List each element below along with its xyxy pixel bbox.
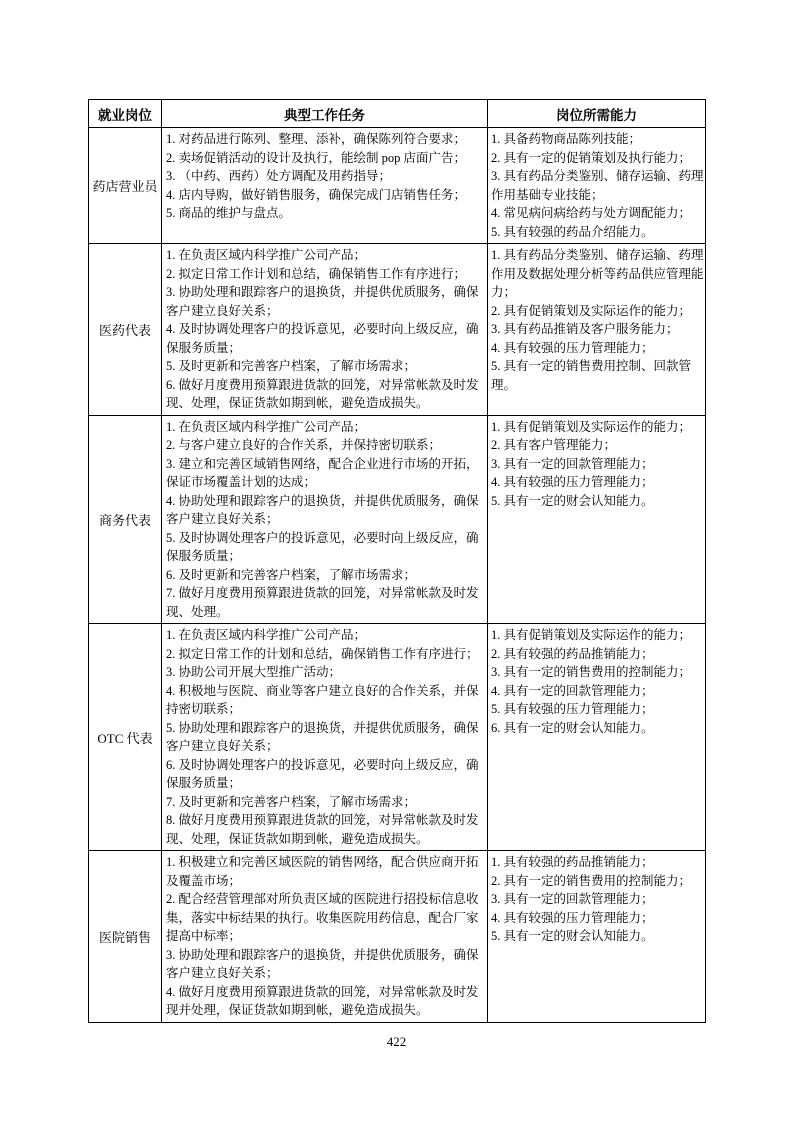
ability-item: 2. 具有客户管理能力； [491, 438, 617, 452]
task-item: 5. 及时协调处理客户的投诉意见，必要时向上级反应，确保服务质量； [166, 530, 479, 563]
table-row [89, 128, 706, 244]
task-item: 5. 及时更新和完善客户档案，了解市场需求； [166, 359, 417, 373]
position-cell [89, 244, 162, 416]
task-item: 4. 做好月度费用预算跟进货款的回笼，对异常帐款及时发现并处理，保证货款如期到帐，避免造成损失。 [166, 984, 479, 1017]
task-item: 7. 做好月度费用预算跟进货款的回笼，对异常帐款及时发现、处理。 [166, 586, 479, 619]
task-item: 4. 积极地与医院、商业等客户建立良好的合作关系，并保持密切联系； [166, 683, 479, 716]
task-item: 4. 协助处理和跟踪客户的退换货，并提供优质服务，确保客户建立良好关系； [166, 493, 479, 526]
ability-item: 4. 具有较强的压力管理能力； [491, 910, 654, 925]
task-item: 1. 在负责区域内科学推广公司产品； [166, 628, 367, 642]
task-item: 3. 协助公司开展大型推广活动； [166, 665, 342, 679]
table-row [89, 851, 706, 1023]
tasks-cell [162, 244, 488, 416]
column-header-position: 就业岗位 [89, 100, 162, 128]
ability-item: 1. 具有促销策划及实际运作的能力； [491, 628, 692, 642]
task-item: 3. 协助处理和跟踪客户的退换货，并提供优质服务，确保客户建立良好关系； [166, 947, 479, 980]
ability-item: 6. 具有一定的财会认知能力。 [491, 720, 654, 735]
ability-item: 2. 具有较强的药品推销能力； [491, 646, 654, 661]
abilities-cell [488, 851, 706, 1023]
tasks-cell [162, 851, 488, 1023]
task-item: 5. 商品的维护与盘点。 [166, 206, 292, 220]
position-cell [89, 128, 162, 244]
task-item: 7. 及时更新和完善客户档案，了解市场需求； [166, 794, 417, 809]
ability-item: 3. 具有一定的回款管理能力； [491, 456, 654, 471]
ability-item: 5. 具有一定的财会认知能力。 [491, 929, 654, 943]
position-label: 药店营业员 [92, 179, 158, 194]
ability-item: 3. 具有一定的回款管理能力； [491, 892, 654, 906]
task-item: 5. 协助处理和跟踪客户的退换货，并提供优质服务，确保客户建立良好关系； [166, 720, 479, 753]
task-item: 1. 在负责区域内科学推广公司产品； [166, 419, 367, 434]
task-item: 2. 拟定日常工作计划和总结，确保销售工作有序进行； [166, 266, 467, 281]
position-cell [89, 415, 162, 624]
task-item: 4. 店内导购，做好销售服务，确保完成门店销售任务； [166, 187, 467, 202]
ability-item: 1. 具有促销策划及实际运作的能力； [491, 419, 692, 434]
tasks-cell [162, 128, 488, 244]
task-item: 2. 配合经营管理部对所负责区域的医院进行招投标信息收集，落实中标结果的执行。收集医院用药信息，配合厂家提高中标率； [166, 892, 479, 943]
ability-item: 3. 具有药品分类鉴别、储存运输、药理作用基础专业技能； [491, 169, 704, 202]
task-item: 2. 与客户建立良好的合作关系，并保持密切联系； [166, 438, 442, 452]
ability-item: 1. 具有较强的药品推销能力； [491, 855, 654, 869]
task-item: 3. 建立和完善区域销售网络，配合企业进行市场的开拓，保证市场覆盖计划的达成； [166, 456, 479, 489]
table-body [89, 128, 706, 1023]
abilities-cell [488, 624, 706, 851]
abilities-cell [488, 415, 706, 624]
abilities-cell [488, 244, 706, 416]
task-item: 1. 在负责区域内科学推广公司产品； [166, 248, 367, 262]
task-item: 1. 积极建立和完善区域医院的销售网络，配合供应商开拓及覆盖市场； [166, 855, 479, 888]
position-label: OTC 代表 [97, 730, 153, 746]
position-cell [89, 624, 162, 851]
ability-item: 4. 具有较强的压力管理能力； [491, 475, 654, 489]
abilities-cell [488, 128, 706, 244]
column-header-abilities: 岗位所需能力 [488, 100, 706, 128]
table-row [89, 244, 706, 416]
ability-item: 4. 常见病问病给药与处方调配能力； [491, 206, 692, 220]
ability-item: 5. 具有较强的药品介绍能力。 [491, 224, 654, 239]
ability-item: 2. 具有促销策划及实际运作的能力； [491, 303, 692, 318]
task-item: 6. 做好月度费用预算跟进货款的回笼，对异常帐款及时发现、处理，保证货款如期到帐，避免造成损失。 [166, 377, 479, 410]
task-item: 6. 及时协调处理客户的投诉意见，必要时向上级反应，确保服务质量； [166, 757, 479, 790]
table-row [89, 624, 706, 851]
ability-item: 2. 具有一定的销售费用的控制能力； [491, 873, 692, 888]
task-item: 1. 对药品进行陈列、整理、添补，确保陈列符合要求； [166, 132, 467, 146]
position-label: 医药代表 [98, 322, 151, 338]
ability-item: 4. 具有较强的压力管理能力； [491, 340, 654, 355]
table-row [89, 415, 706, 624]
position-label: 商务代表 [98, 512, 151, 528]
task-item: 2. 卖场促销活动的设计及执行，能绘制 pop 店面广告； [166, 150, 467, 165]
tasks-cell [162, 415, 488, 624]
task-item: 3. （中药、西药）处方调配及用药指导； [166, 169, 392, 183]
task-item: 8. 做好月度费用预算跟进货款的回笼，对异常帐款及时发现、处理，保证货款如期到帐，避免造成损失。 [166, 813, 479, 846]
ability-item: 5. 具有较强的压力管理能力； [491, 702, 654, 716]
ability-item: 4. 具有一定的回款管理能力； [491, 683, 654, 698]
ability-item: 5. 具有一定的销售费用控制、回款管理。 [491, 359, 692, 392]
task-item: 6. 及时更新和完善客户档案，了解市场需求； [166, 567, 417, 582]
ability-item: 3. 具有一定的销售费用的控制能力； [491, 665, 692, 679]
table-header-row [89, 100, 706, 128]
ability-item: 5. 具有一定的财会认知能力。 [491, 493, 654, 508]
task-item: 2. 拟定日常工作的计划和总结，确保销售工作有序进行； [166, 646, 479, 661]
position-cell [89, 851, 162, 1023]
ability-item: 3. 具有药品推销及客户服务能力； [491, 322, 679, 336]
ability-item: 1. 具备药物商品陈列技能； [491, 132, 642, 146]
task-item: 4. 及时协调处理客户的投诉意见，必要时向上级反应，确保服务质量； [166, 322, 479, 355]
ability-item: 1. 具有药品分类鉴别、储存运输、药理作用及数据处理分析等药品供应管理能力； [491, 248, 704, 299]
column-header-tasks: 典型工作任务 [162, 100, 488, 128]
tasks-cell [162, 624, 488, 851]
position-label: 医院销售 [98, 929, 151, 945]
page-number: 422 [386, 1034, 407, 1049]
task-item: 3. 协助处理和跟踪客户的退换货，并提供优质服务，确保客户建立良好关系； [166, 285, 479, 318]
ability-item: 2. 具有一定的促销策划及执行能力； [491, 150, 692, 165]
job-positions-table [88, 99, 706, 1023]
